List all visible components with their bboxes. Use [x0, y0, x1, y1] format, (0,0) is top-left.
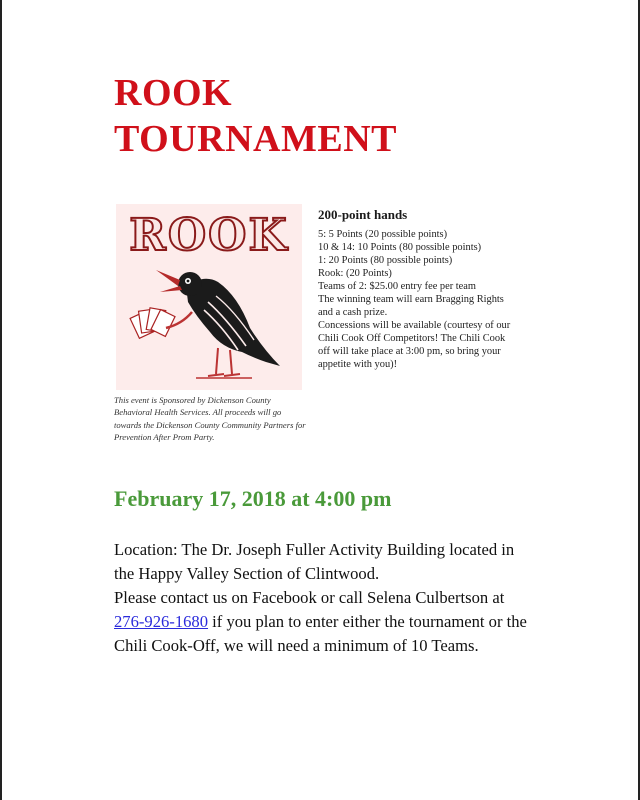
event-date: February 17, 2018 at 4:00 pm: [114, 486, 392, 511]
title-line-1: ROOK: [114, 72, 233, 114]
contact-text: [114, 586, 534, 658]
rule-line: Teams of 2: $25.00 entry fee per team: [318, 281, 476, 292]
title-line-2: TOURNAMENT: [114, 118, 397, 160]
rule-line: 1: 20 Points (80 possible points): [318, 255, 453, 266]
rules-heading: 200-point hands: [318, 207, 408, 222]
contact-text-end: if you plan to enter either the tournament or the Chili Cook-Off, we will need a minimum of 10 Teams.: [114, 612, 527, 655]
rule-line: The winning team will earn Bragging Rights and a cash prize.: [318, 294, 504, 318]
location-text: Location: The Dr. Joseph Fuller Activity Building located in the Happy Valley Section of Clintwood.: [114, 540, 515, 583]
sponsor-note: This event is Sponsored by Dickenson County Behavioral Health Services. All proceeds will go towards the Dickenson County Community Partners for Prevention After Prom Party.: [114, 395, 306, 443]
rules-section: [318, 206, 518, 371]
playing-cards-icon: [130, 308, 175, 339]
event-title: [114, 70, 397, 162]
rule-line: 10 & 14: 10 Points (80 possible points): [318, 242, 482, 253]
rook-logo: [116, 204, 302, 390]
rule-line: Concessions will be available (courtesy of our Chili Cook Off Competitors! The Chili Cook off will take place at 3:00 pm, so bring your appetite with you)!: [318, 320, 511, 370]
phone-link[interactable]: 276-926-1680: [114, 612, 209, 631]
contact-text-start: Please contact us on Facebook or call Selena Culbertson at: [114, 588, 505, 607]
rule-line: Rook: (20 Points): [318, 268, 392, 279]
rule-line: 5: 5 Points (20 possible points): [318, 229, 448, 240]
logo-word: ROOK: [129, 210, 289, 261]
event-details: [114, 538, 534, 658]
crow-holding-cards-icon: [126, 262, 292, 386]
